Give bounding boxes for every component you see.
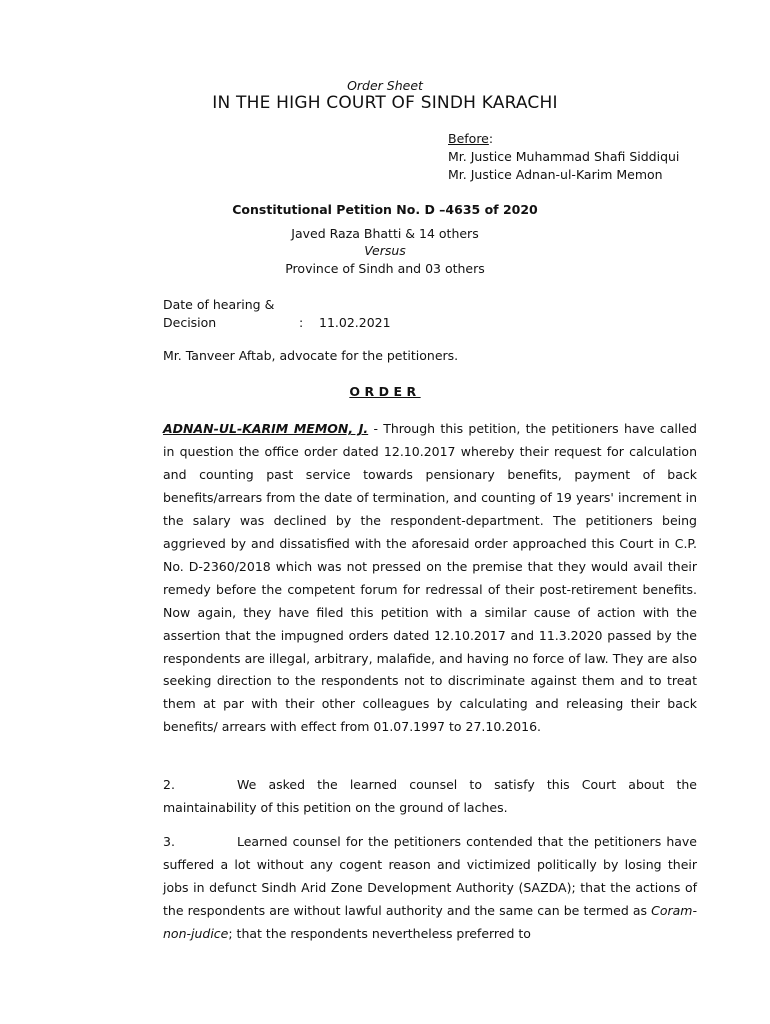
order-heading: ORDER [349,384,421,399]
paragraph-2 [163,774,697,820]
respondents: Province of Sindh and 03 others [285,261,485,276]
paragraph-3 [163,831,697,946]
paragraph-3-text-end: ; that the respondents nevertheless preferred to [228,925,531,941]
latin-term: Coram-non-judice [163,902,697,941]
bench-block [448,130,679,184]
hearing-date: 11.02.2021 [319,315,391,330]
judge-signature-name: ADNAN-UL-KARIM MEMON, J. [163,421,369,436]
paragraph-number: 3. [163,834,175,849]
paragraph-number: 2. [163,777,175,792]
counsel-line: Mr. Tanveer Aftab, advocate for the petitioners. [163,348,459,363]
hearing-colon: : [299,315,304,330]
court-title: IN THE HIGH COURT OF SINDH KARACHI [212,93,558,113]
before-colon: : [488,131,494,146]
paragraph-2-text: We asked the learned counsel to satisfy this Court about the maintainability of this petition on the ground of laches. [163,777,697,815]
before-label: Before [448,131,489,146]
petition-number: Constitutional Petition No. D –4635 of 2020 [232,202,538,217]
judge-name: Mr. Justice Muhammad Shafi Siddiqui [448,149,680,164]
decision-label: Decision [163,315,217,330]
petitioners: Javed Raza Bhatti & 14 others [291,226,479,241]
sheet-label: Order Sheet [347,78,423,93]
judge-name: Mr. Justice Adnan-ul-Karim Memon [448,167,663,182]
versus-label: Versus [364,243,406,258]
paragraph-1-text: - Through this petition, the petitioners have called in question the office order dated 12.10.2017 whereby their request for calculation and counting past service towards pensionary benefits, payment of back benefits/arrears from the date of termination, and counting of 19 years' increment in the salary was declined by the respondent-department. The petitioners being aggrieved by and dissatisfied with the aforesaid order approached this Court in C.P. No. D-2360/2018 which was not pressed on the premise that they would avail their remedy before the competent forum for redressal of their post-retirement benefits. Now again, they have filed this petition with a similar cause of action with the assertion that the impugned orders dated 12.10.2017 and 11.3.2020 passed by the respondents are illegal, arbitrary, malafide, and having no force of law. They are also seeking direction to the respondents not to discriminate against them and to treat them at par with their other colleagues by calculating and releasing their back benefits/ arrears with effect from 01.07.1997 to 27.10.2016. [163,421,697,735]
paragraph-3-text: Learned counsel for the petitioners contended that the petitioners have suffered a lot without any cogent reason and victimized politically by losing their jobs in defunct Sindh Arid Zone Development Authority (SAZDA); that the actions of the respondents are without lawful authority and the same can be termed as [163,834,697,918]
paragraph-1 [163,418,697,739]
hearing-block [163,296,391,332]
hearing-label: Date of hearing & [163,297,275,312]
